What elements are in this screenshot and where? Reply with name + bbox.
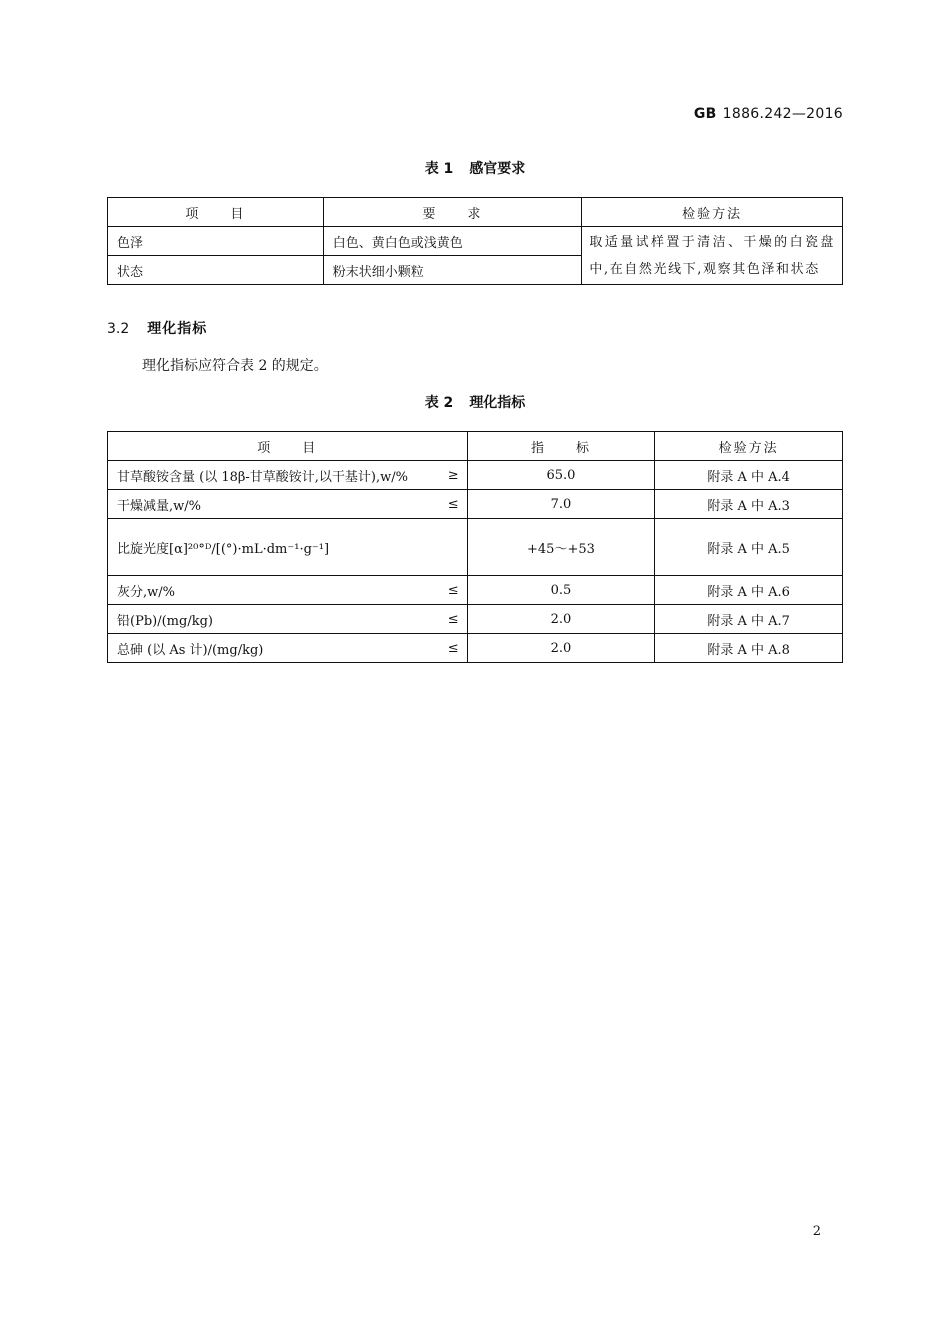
row-method: 附录 A 中 A.4 <box>655 461 843 490</box>
table2-caption: 理化指标 <box>469 395 526 411</box>
comparison-symbol: ≤ <box>447 640 459 656</box>
table-row <box>108 605 843 634</box>
header-method: 检验方法 <box>582 198 843 227</box>
page-number: 2 <box>812 1224 821 1239</box>
row-value: +45～+53 <box>467 519 655 576</box>
table1-caption: 感官要求 <box>469 161 526 177</box>
table2-title <box>0 392 950 412</box>
table-row <box>108 634 843 663</box>
header-method: 检验方法 <box>655 432 843 461</box>
row-item: 状态 <box>108 256 324 285</box>
comparison-symbol: ≤ <box>447 496 459 512</box>
header-item: 项 目 <box>108 432 468 461</box>
comparison-symbol: ≤ <box>447 582 459 598</box>
table-row <box>108 519 843 576</box>
header-requirement: 要 求 <box>323 198 582 227</box>
row-method: 附录 A 中 A.8 <box>655 634 843 663</box>
table2-number: 表 2 <box>424 395 454 411</box>
comparison-symbol: ≤ <box>447 611 459 627</box>
table-header-row <box>108 432 843 461</box>
standard-number: 1886.242—2016 <box>722 106 843 122</box>
row-item: 比旋光度[α]²⁰°ᴰ/[(°)·mL·dm⁻¹·g⁻¹] <box>117 541 330 557</box>
section-number: 3.2 <box>107 321 130 337</box>
row-item-cell <box>108 461 468 490</box>
row-value: 0.5 <box>467 576 655 605</box>
row-item: 甘草酸铵含量 (以 18β-甘草酸铵计,以干基计),w/% <box>117 469 408 485</box>
body-paragraph: 理化指标应符合表 2 的规定。 <box>142 358 328 374</box>
row-method: 附录 A 中 A.5 <box>655 519 843 576</box>
row-item: 铅(Pb)/(mg/kg) <box>117 613 213 629</box>
standard-prefix: GB <box>693 106 717 122</box>
table-header-row <box>108 198 843 227</box>
table-row <box>108 490 843 519</box>
row-item: 总砷 (以 As 计)/(mg/kg) <box>117 642 264 658</box>
standard-code <box>694 106 843 122</box>
row-item: 色泽 <box>108 227 324 256</box>
row-method: 附录 A 中 A.6 <box>655 576 843 605</box>
row-method: 取适量试样置于清洁、干燥的白瓷盘中,在自然光线下,观察其色泽和状态 <box>582 227 843 285</box>
row-requirement: 粉末状细小颗粒 <box>323 256 582 285</box>
row-value: 2.0 <box>467 634 655 663</box>
header-index: 指 标 <box>467 432 655 461</box>
row-method: 附录 A 中 A.7 <box>655 605 843 634</box>
table-row <box>108 227 843 256</box>
row-requirement: 白色、黄白色或浅黄色 <box>323 227 582 256</box>
table1-number: 表 1 <box>424 161 454 177</box>
table1-title <box>0 158 950 178</box>
row-item-cell <box>108 519 468 576</box>
row-item-cell <box>108 576 468 605</box>
row-item: 干燥减量,w/% <box>117 498 201 514</box>
row-method: 附录 A 中 A.3 <box>655 490 843 519</box>
row-item: 灰分,w/% <box>117 584 175 600</box>
table-row <box>108 576 843 605</box>
section-title: 理化指标 <box>147 321 208 337</box>
row-value: 65.0 <box>467 461 655 490</box>
physicochemical-table <box>107 431 843 663</box>
header-item: 项 目 <box>108 198 324 227</box>
row-item-cell <box>108 490 468 519</box>
section-heading <box>107 318 207 338</box>
row-item-cell <box>108 605 468 634</box>
comparison-symbol: ≥ <box>447 467 459 483</box>
table-row <box>108 461 843 490</box>
row-value: 7.0 <box>467 490 655 519</box>
row-value: 2.0 <box>467 605 655 634</box>
sensory-requirements-table <box>107 197 843 285</box>
row-item-cell <box>108 634 468 663</box>
